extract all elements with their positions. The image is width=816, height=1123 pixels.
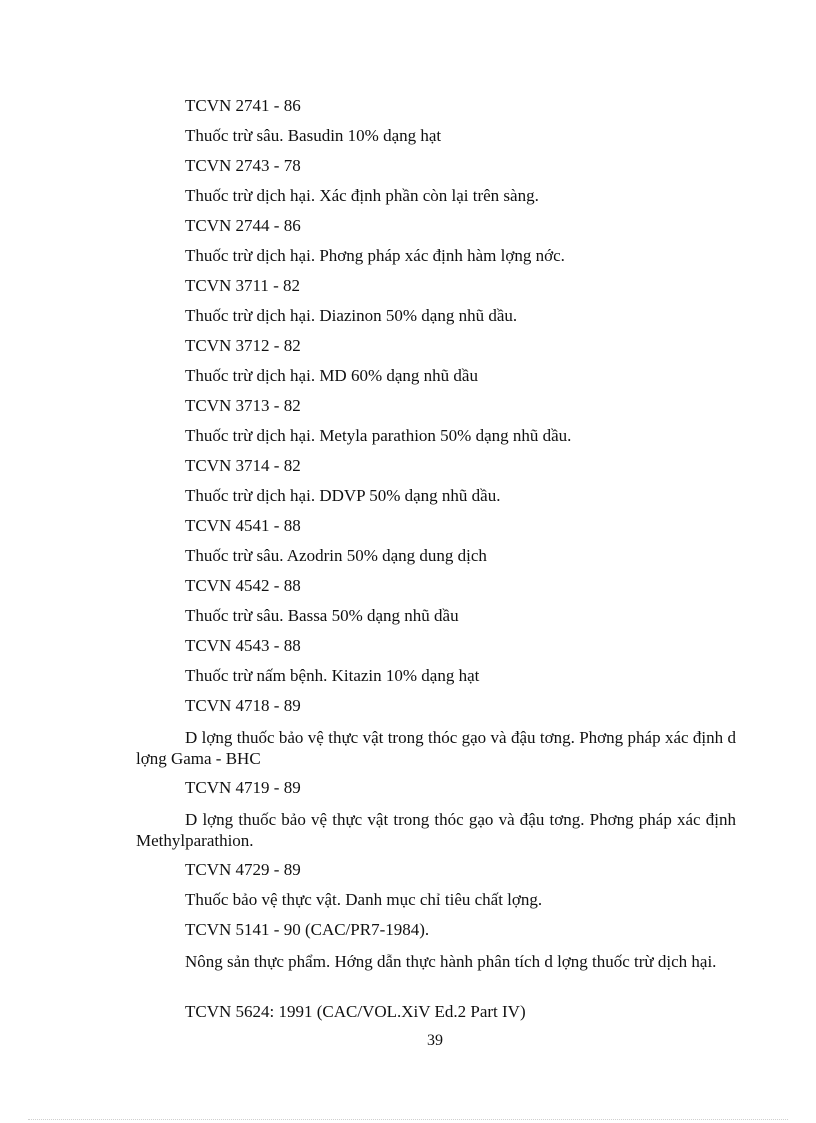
- standard-code: TCVN 4541 - 88: [185, 516, 301, 535]
- standard-title: Thuốc trừ nấm bệnh. Kitazin 10% dạng hạt: [185, 666, 480, 685]
- standard-title: Thuốc trừ sâu. Bassa 50% dạng nhũ dầu: [185, 606, 459, 625]
- standard-title: Thuốc bảo vệ thực vật. Danh mục chỉ tiêu chất lợng.: [185, 890, 543, 909]
- standard-title: Thuốc trừ dịch hại. DDVP 50% dạng nhũ dầu.: [185, 486, 501, 505]
- standard-code: TCVN 3713 - 82: [185, 396, 301, 415]
- standard-title: D lợng thuốc bảo vệ thực vật trong thóc gạo và đậu tơng. Phơng pháp xác định Methylparathion.: [136, 810, 736, 850]
- page-number: 39: [427, 1032, 443, 1049]
- standard-title: Thuốc trừ dịch hại. Metyla parathion 50% dạng nhũ dầu.: [185, 426, 572, 445]
- standard-title: Nông sản thực phẩm. Hớng dẫn thực hành phân tích d lợng thuốc trừ dịch hại.: [185, 952, 717, 971]
- standard-code: TCVN 3711 - 82: [185, 276, 301, 295]
- standard-code: TCVN 5624: 1991 (CAC/VOL.XiV Ed.2 Part IV): [185, 1002, 526, 1021]
- standard-code: TCVN 4729 - 89: [185, 860, 301, 879]
- standard-title: Thuốc trừ dịch hại. Xác định phần còn lại trên sàng.: [185, 186, 539, 205]
- standard-code: TCVN 5141 - 90 (CAC/PR7-1984).: [185, 920, 430, 939]
- standard-code: TCVN 4719 - 89: [185, 778, 301, 797]
- standard-title: D lợng thuốc bảo vệ thực vật trong thóc gạo và đậu tơng. Phơng pháp xác định d lợng Gama - BHC: [136, 728, 736, 768]
- standard-code: TCVN 2743 - 78: [185, 156, 301, 175]
- standard-title: Thuốc trừ dịch hại. MD 60% dạng nhũ dầu: [185, 366, 478, 385]
- footer-divider: [28, 1119, 788, 1120]
- standard-code: TCVN 4718 - 89: [185, 696, 301, 715]
- standard-title: Thuốc trừ dịch hại. Phơng pháp xác định hàm lợng nớc.: [185, 246, 565, 265]
- standard-title: Thuốc trừ sâu. Azodrin 50% dạng dung dịch: [185, 546, 487, 565]
- standard-code: TCVN 4542 - 88: [185, 576, 301, 595]
- standard-title: Thuốc trừ sâu. Basudin 10% dạng hạt: [185, 126, 442, 145]
- standard-title: Thuốc trừ dịch hại. Diazinon 50% dạng nhũ dầu.: [185, 306, 518, 325]
- standard-code: TCVN 3712 - 82: [185, 336, 301, 355]
- standard-code: TCVN 2744 - 86: [185, 216, 301, 235]
- standard-code: TCVN 2741 - 86: [185, 96, 301, 115]
- standard-code: TCVN 4543 - 88: [185, 636, 301, 655]
- standard-code: TCVN 3714 - 82: [185, 456, 301, 475]
